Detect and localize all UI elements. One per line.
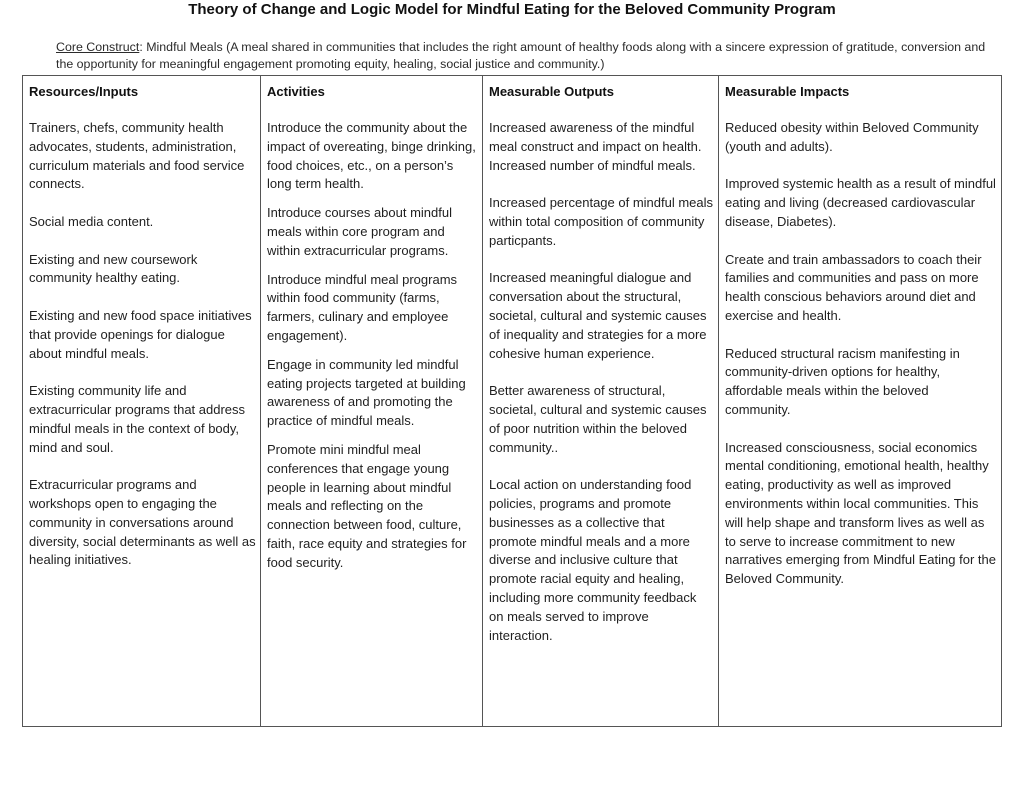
list-item: Reduced structural racism manifesting in community-driven options for healthy, affordable meals within the beloved community. bbox=[725, 345, 960, 417]
logic-model-table bbox=[22, 75, 1002, 727]
list-item: Promote mini mindful meal conferences that engage young people in learning about mindful meals and reflecting on the connection between food, culture, faith, race equity and strategies for food security. bbox=[267, 441, 467, 570]
core-construct bbox=[56, 39, 996, 73]
list-item: Increased meaningful dialogue and conversation about the structural, societal, cultural and systemic causes of inequality and strategies for a more cohesive human experience. bbox=[489, 270, 707, 361]
list-item: Create and train ambassadors to coach their families and communities and pass on more health conscious behaviors around diet and exercise and health. bbox=[725, 251, 982, 323]
column-measurable-impacts bbox=[719, 76, 1002, 727]
column-resources-inputs bbox=[23, 76, 261, 727]
list-item: Existing and new food space initiatives that provide openings for dialogue about mindful meals. bbox=[29, 307, 252, 361]
column-header: Resources/Inputs bbox=[29, 84, 139, 99]
list-item: Increased awareness of the mindful meal construct and impact on health. Increased number of mindful meals. bbox=[489, 120, 702, 173]
column-measurable-outputs bbox=[483, 76, 719, 727]
document-title: Theory of Change and Logic Model for Mindful Eating for the Beloved Community Program bbox=[188, 1, 836, 18]
list-item: Introduce the community about the impact of overeating, binge drinking, food choices, etc., on a person’s long term health. bbox=[267, 120, 476, 192]
list-item: Existing community life and extracurricular programs that address mindful meals in the context of body, mind and soul. bbox=[29, 383, 246, 455]
list-item: Increased consciousness, social economics mental conditioning, emotional health, healthy eating, productivity as well as improved environments within local communities. This will help shape and transform lives as well as to serve to increase commitment to new narratives emerging from Mindful Eating for the Beloved Community. bbox=[725, 439, 996, 587]
list-item: Reduced obesity within Beloved Community (youth and adults). bbox=[725, 120, 979, 154]
list-item: Introduce courses about mindful meals within core program and within extracurricular programs. bbox=[267, 205, 452, 258]
list-item: Extracurricular programs and workshops open to engaging the community in conversations around diversity, social determinants as well as healing initiatives. bbox=[29, 477, 256, 568]
list-item: Engage in community led mindful eating projects targeted at building awareness of and promoting the practice of mindful meals. bbox=[267, 356, 466, 429]
list-item: Existing and new coursework community healthy eating. bbox=[29, 251, 198, 286]
core-construct-text: : Mindful Meals (A meal shared in communities that includes the right amount of healthy foods along with a sincere expression of gratitude, conversion and the opportunity for meaningful engagement promoting equity, healing, social justice and community.) bbox=[56, 40, 986, 71]
list-item: Improved systemic health as a result of mindful eating and living (decreased cardiovascular disease, Diabetes). bbox=[725, 176, 996, 229]
list-item: Introduce mindful meal programs within food community (farms, farmers, culinary and employee engagement). bbox=[267, 271, 458, 343]
list-item: Better awareness of structural, societal, cultural and systemic causes of poor nutrition within the beloved community.. bbox=[489, 383, 707, 455]
list-item: Social media content. bbox=[29, 213, 154, 229]
list-item: Local action on understanding food policies, programs and promote businesses as a collective that promote mindful meals and a more diverse and inclusive culture that promote racial equity and healing, including more community feedback on meals served to improve interaction. bbox=[489, 477, 697, 643]
list-item: Trainers, chefs, community health advocates, students, administration, curriculum materials and food service connects. bbox=[29, 120, 245, 192]
list-item: Increased percentage of mindful meals within total composition of community particpants. bbox=[489, 195, 714, 248]
column-header: Measurable Impacts bbox=[725, 84, 850, 99]
core-construct-label: Core Construct bbox=[56, 40, 140, 54]
column-header: Measurable Outputs bbox=[489, 84, 614, 99]
column-activities bbox=[261, 76, 483, 727]
column-header: Activities bbox=[267, 84, 325, 99]
